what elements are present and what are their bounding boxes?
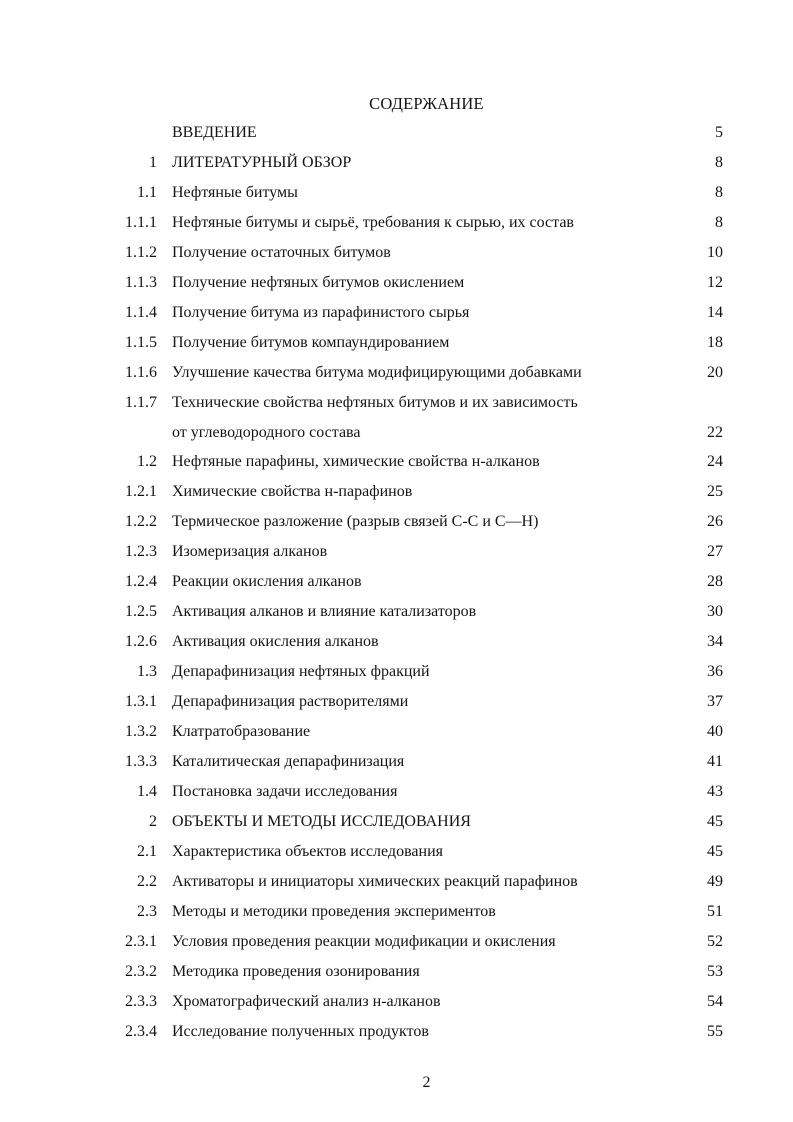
toc-entry (0, 657, 793, 687)
toc-entry-title: Получение нефтяных битумов окислением (172, 274, 465, 291)
toc-entry-title: Депарафинизация растворителями (172, 693, 409, 710)
toc-entry-page: 34 (707, 633, 723, 650)
toc-entry-page: 22 (707, 424, 723, 441)
toc-entry-page: 49 (707, 873, 723, 890)
toc-entry-title: Постановка задачи исследования (172, 783, 398, 800)
toc-entry-page: 20 (707, 364, 723, 381)
toc-entry-page: 14 (707, 304, 723, 321)
toc-entry (0, 747, 793, 777)
toc-entry-title: Химические свойства н-парафинов (172, 483, 413, 500)
toc-entry-page: 26 (707, 513, 723, 530)
toc-entry-title: Клатратобразование (172, 723, 311, 740)
toc-entry (0, 807, 793, 837)
toc-entry-page: 45 (707, 843, 723, 860)
toc-entry-title: Активация окисления алканов (172, 633, 379, 650)
toc-entry-number: 1.2.1 (125, 483, 157, 500)
toc-entry-number: 1.1.5 (125, 334, 157, 351)
toc-entry-number: 2.1 (137, 843, 157, 860)
toc-entry-number: 2.3.4 (125, 1023, 157, 1040)
toc-entry-page: 52 (707, 933, 723, 950)
toc-entry-title: Технические свойства нефтяных битумов и их зависимость (172, 394, 578, 411)
toc-entry (0, 477, 793, 507)
toc-entry-page: 12 (707, 274, 723, 291)
table-of-contents (0, 118, 793, 1047)
toc-entry-page: 25 (707, 483, 723, 500)
toc-entry (0, 687, 793, 717)
toc-entry-title: Депарафинизация нефтяных фракций (172, 663, 430, 680)
toc-entry-number: 2.2 (137, 873, 157, 890)
toc-entry-page: 28 (707, 573, 723, 590)
toc-entry (0, 957, 793, 987)
toc-entry-title: Активаторы и инициаторы химических реакций парафинов (172, 873, 578, 890)
toc-entry-title: Методика проведения озонирования (172, 963, 420, 980)
toc-entry-page: 30 (707, 603, 723, 620)
toc-entry-number: 1.1.4 (125, 304, 157, 321)
toc-entry-number: 1.2.5 (125, 603, 157, 620)
toc-entry (0, 208, 793, 238)
toc-entry-number: 1.1.1 (125, 214, 157, 231)
toc-entry-title: Методы и методики проведения экспериментов (172, 903, 496, 920)
toc-entry (0, 867, 793, 897)
toc-entry (0, 388, 793, 418)
toc-entry-title: ВВЕДЕНИЕ (172, 124, 257, 141)
toc-entry (0, 238, 793, 268)
toc-entry-number: 1.2.4 (125, 573, 157, 590)
toc-entry-page: 36 (707, 663, 723, 680)
toc-entry-number: 2.3.2 (125, 963, 157, 980)
page-number: 2 (422, 1074, 431, 1091)
toc-entry (0, 1017, 793, 1047)
toc-entry (0, 597, 793, 627)
toc-entry-title: Получение остаточных битумов (172, 244, 391, 261)
toc-entry (0, 837, 793, 867)
toc-entry (0, 358, 793, 388)
toc-entry-number: 2.3.3 (125, 993, 157, 1010)
toc-entry-page: 10 (707, 244, 723, 261)
toc-entry (0, 507, 793, 537)
toc-entry-title: Хроматографический анализ н-алканов (172, 993, 441, 1010)
toc-entry-number: 1.1 (137, 184, 157, 201)
toc-entry (0, 537, 793, 567)
toc-entry-page: 45 (707, 813, 723, 830)
toc-entry-title: Термическое разложение (разрыв связей С-С и С—Н) (172, 513, 539, 530)
toc-entry-page: 8 (715, 154, 723, 171)
toc-entry-page: 24 (707, 453, 723, 470)
toc-entry-number: 1.2 (137, 453, 157, 470)
toc-entry-page: 5 (715, 124, 723, 141)
toc-entry (0, 897, 793, 927)
toc-entry-page: 37 (707, 693, 723, 710)
toc-entry-page: 43 (707, 783, 723, 800)
toc-entry (0, 717, 793, 747)
toc-entry-page: 8 (715, 214, 723, 231)
toc-entry-title: Характеристика объектов исследования (172, 843, 443, 860)
toc-entry (0, 178, 793, 208)
toc-entry-number: 1.1.2 (125, 244, 157, 261)
toc-entry-number: 1.3.3 (125, 753, 157, 770)
toc-entry-title: ЛИТЕРАТУРНЫЙ ОБЗОР (172, 154, 352, 171)
toc-entry-page: 8 (715, 184, 723, 201)
toc-entry-title: от углеводородного состава (172, 424, 361, 441)
toc-entry-title: Получение битума из парафинистого сырья (172, 304, 470, 321)
toc-entry (0, 268, 793, 298)
toc-entry (0, 148, 793, 178)
toc-entry-number: 2 (149, 813, 157, 830)
toc-entry-title: Условия проведения реакции модификации и окисления (172, 933, 556, 950)
toc-entry-title: Реакции окисления алканов (172, 573, 362, 590)
toc-entry (0, 418, 793, 447)
toc-entry-number: 1.2.6 (125, 633, 157, 650)
toc-entry-page: 40 (707, 723, 723, 740)
toc-entry-number: 1.3.2 (125, 723, 157, 740)
toc-entry-title: Получение битумов компаундированием (172, 334, 450, 351)
toc-entry-title: Нефтяные битумы (172, 184, 298, 201)
toc-entry-title: Нефтяные парафины, химические свойства н-алканов (172, 453, 540, 470)
toc-entry-page: 53 (707, 963, 723, 980)
toc-entry (0, 987, 793, 1017)
toc-entry-number: 1.1.3 (125, 274, 157, 291)
toc-entry-number: 1.1.6 (125, 364, 157, 381)
toc-entry (0, 118, 793, 148)
toc-entry-page: 41 (707, 753, 723, 770)
toc-entry-title: Изомеризация алканов (172, 543, 328, 560)
toc-entry (0, 627, 793, 657)
toc-entry-page: 51 (707, 903, 723, 920)
toc-entry (0, 328, 793, 358)
toc-entry-title: Каталитическая депарафинизация (172, 753, 405, 770)
toc-entry (0, 777, 793, 807)
toc-entry-number: 1.4 (137, 783, 157, 800)
toc-entry-page: 54 (707, 993, 723, 1010)
toc-entry-number: 1 (149, 154, 157, 171)
toc-entry-title: Исследование полученных продуктов (172, 1023, 429, 1040)
toc-entry (0, 447, 793, 477)
toc-entry (0, 927, 793, 957)
toc-entry-number: 1.1.7 (125, 394, 157, 411)
toc-entry (0, 567, 793, 597)
toc-entry-title: Улучшение качества битума модифицирующими добавками (172, 364, 582, 381)
toc-entry-title: Активация алканов и влияние катализаторов (172, 603, 477, 620)
toc-entry-number: 2.3.1 (125, 933, 157, 950)
toc-entry-page: 27 (707, 543, 723, 560)
toc-entry-number: 1.3 (137, 663, 157, 680)
toc-entry-number: 1.2.2 (125, 513, 157, 530)
toc-entry-title: ОБЪЕКТЫ И МЕТОДЫ ИССЛЕДОВАНИЯ (172, 813, 471, 830)
page-title: СОДЕРЖАНИЕ (369, 94, 484, 113)
toc-entry-page: 55 (707, 1023, 723, 1040)
toc-entry-page: 18 (707, 334, 723, 351)
toc-entry-number: 2.3 (137, 903, 157, 920)
toc-entry-number: 1.2.3 (125, 543, 157, 560)
toc-entry-title: Нефтяные битумы и сырьё, требования к сырью, их состав (172, 214, 574, 231)
toc-entry (0, 298, 793, 328)
toc-entry-number: 1.3.1 (125, 693, 157, 710)
